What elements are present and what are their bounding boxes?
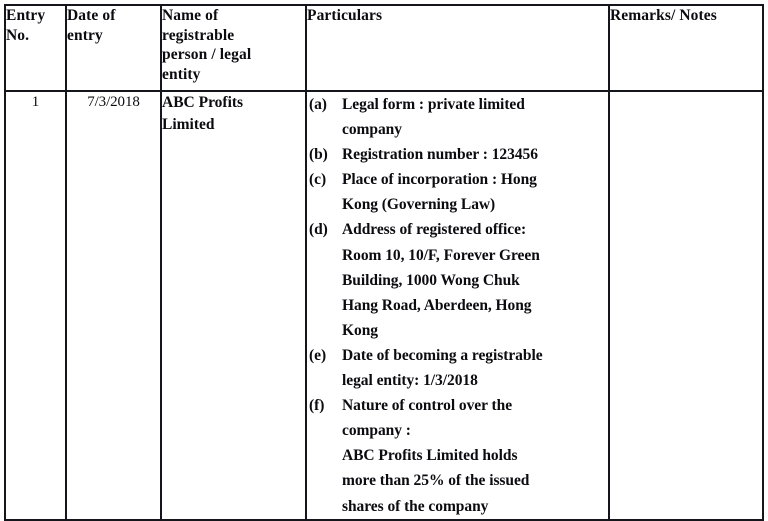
column-header-entry-no (5, 5, 66, 91)
particular-item-b (307, 142, 608, 167)
column-header-date-of-entry-label: Date of entry (67, 7, 116, 44)
particular-item-c (307, 167, 608, 217)
column-header-particulars-label: Particulars (307, 7, 383, 24)
particular-text-c: Place of incorporation : Hong Kong (Governing Law) (342, 171, 537, 214)
particular-item-e (307, 343, 608, 393)
particular-label-e: (e) (309, 346, 327, 364)
particular-item-d (307, 217, 608, 342)
cell-date-of-entry (66, 91, 161, 520)
particular-label-a: (a) (309, 96, 327, 113)
column-header-remarks (609, 5, 763, 91)
particular-label-b: (b) (309, 146, 328, 164)
particular-text-e: Date of becoming a registrable legal entity: 1/3/2018 (342, 346, 543, 390)
column-header-name (161, 5, 306, 91)
table-header-row (5, 5, 763, 91)
column-header-name-label: Name of registrable person / legal entity (162, 7, 252, 83)
column-header-particulars (306, 5, 609, 91)
column-header-entry-no-label: Entry No. (6, 7, 46, 44)
particulars-list (307, 92, 608, 519)
register-table (4, 4, 764, 521)
particular-text-d: Address of registered office: Room 10, 10/F, Forever Green Building, 1000 Wong Chuk Hang Road, Aberdeen, Hong Kong (342, 221, 540, 339)
date-of-entry-value: 7/3/2018 (87, 94, 140, 110)
particular-item-f (307, 393, 608, 518)
cell-entry-no (5, 91, 66, 520)
table-row (5, 91, 763, 520)
name-value: ABC Profits Limited (162, 94, 244, 133)
entry-no-value: 1 (31, 94, 40, 110)
cell-name (161, 91, 306, 520)
column-header-remarks-label: Remarks/ Notes (610, 7, 717, 24)
cell-remarks (609, 91, 763, 520)
particular-text-b: Registration number : 123456 (342, 146, 538, 164)
particular-text-a: Legal form : private limited company (342, 96, 525, 139)
particular-label-f: (f) (309, 397, 325, 415)
cell-particulars (306, 91, 609, 520)
particular-item-a (307, 92, 608, 142)
particular-label-d: (d) (309, 221, 328, 239)
column-header-date-of-entry (66, 5, 161, 91)
particular-text-f: Nature of control over the company : ABC Profits Limited holds more than 25% of the issued shares of the company (342, 397, 530, 515)
particular-label-c: (c) (309, 171, 327, 189)
